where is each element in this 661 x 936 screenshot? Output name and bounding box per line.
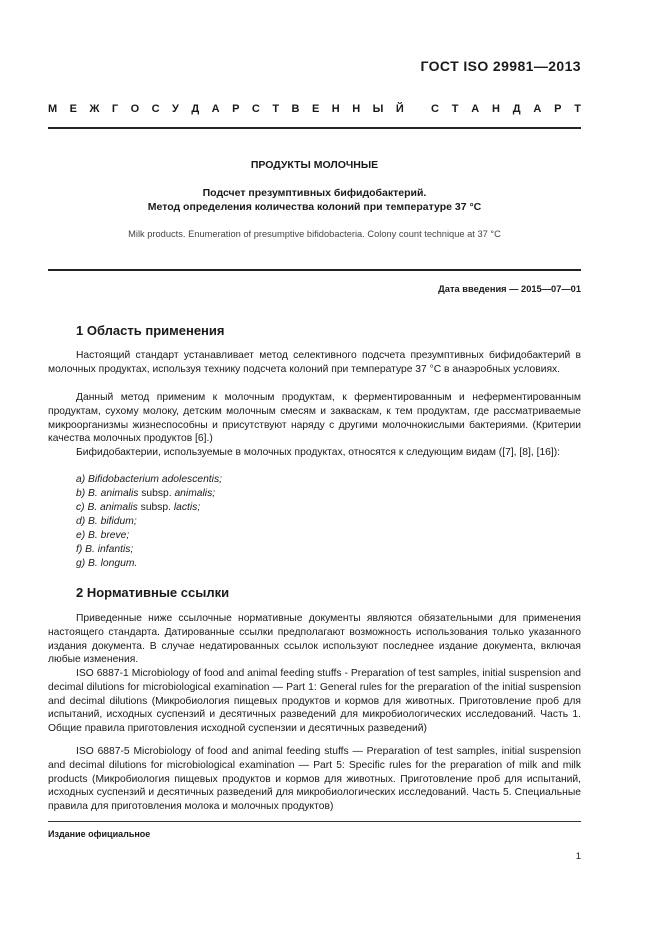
list-item: b) B. animalis subsp. animalis;	[76, 488, 216, 499]
banner-letter: Н	[331, 103, 340, 115]
banner-letter: Г	[111, 103, 119, 115]
banner-letter: А	[211, 103, 220, 115]
section-2-paragraph-3: ISO 6887-5 Microbiology of food and animal feeding stuffs — Preparation of test samples, initial suspension and decimal dilutions for microbiological examination — Part 5: Specific rules for the preparation of milk and milk products (Микробиология пищевых продуктов и кормов для животных. Приготовление проб для испытаний, исходных суспензий и десятичных разведений для микробиологических исследований. Часть 5. Специальные правила для приготовления молока и молочных продуктов)	[48, 746, 581, 813]
header-rule	[48, 127, 581, 129]
list-item: f) B. infantis;	[76, 544, 134, 555]
banner-letter: Н	[491, 103, 500, 115]
banner-letter: А	[471, 103, 480, 115]
banner-letter: Д	[191, 103, 200, 115]
effective-date: Дата введения — 2015—07—01	[438, 284, 581, 294]
list-item: g) B. longum.	[76, 558, 138, 569]
english-title: Milk products. Enumeration of presumptive bifidobacteria. Colony count technique at 37 °C	[128, 229, 501, 239]
banner-letter: С	[251, 103, 260, 115]
banner-letter: Й	[395, 103, 404, 115]
banner-letter: Р	[232, 103, 240, 115]
banner-letter: Т	[272, 103, 280, 115]
banner-letter: Ы	[372, 103, 384, 115]
banner-letter: Д	[512, 103, 521, 115]
banner-letter: С	[431, 103, 439, 115]
banner-letter: С	[151, 103, 160, 115]
title-rule	[48, 269, 581, 271]
list-item: c) B. animalis subsp. lactis;	[76, 502, 201, 513]
document-number: ГОСТ ISO 29981—2013	[420, 58, 581, 74]
banner-word-2	[431, 103, 581, 115]
banner-letter: Т	[451, 103, 459, 115]
banner-letter: У	[172, 103, 179, 115]
document-subtitle-line1: Подсчет презумптивных бифидобактерий.	[202, 187, 427, 199]
banner-letter: Р	[554, 103, 562, 115]
banner-letter: В	[291, 103, 300, 115]
banner-letter: Т	[574, 103, 581, 115]
banner-letter: О	[130, 103, 140, 115]
section-1-paragraph-1: Настоящий стандарт устанавливает метод селективного подсчета презумптивных бифидобактерий в молочных продуктах, используя технику подсчета колоний при температуре 37 °C в анаэробных условиях.	[48, 350, 581, 375]
section-1-paragraph-3: Бифидобактерии, используемые в молочных продуктах, относятся к следующим видам ([7], [8], [16]):	[76, 447, 561, 458]
banner-letter: Е	[69, 103, 77, 115]
list-item: d) B. bifidum;	[76, 516, 137, 527]
banner-letter: Е	[311, 103, 320, 115]
document-subtitle-line2: Метод определения количества колоний при температуре 37 °C	[147, 201, 482, 213]
page-number: 1	[575, 851, 581, 862]
section-2-paragraph-1: Приведенные ниже ссылочные нормативные документы являются обязательными для применения настоящего стандарта. Датированные ссылки предполагают возможность использования только указанного издания документа. В случае недатированных ссылок используют последнее издание документа, включая любые изменения.	[48, 613, 581, 666]
section-1-paragraph-2: Данный метод применим к молочным продуктам, к ферментированным и неферментированным продуктам, сухому молоку, детским молочным смесям и закваскам, к тем продуктам, где рассматриваемые микроорганизмы жизнеспособны и присутствуют наряду с другими молочнокислыми бактериями. (Критерии качества молочных продуктов [6].)	[48, 392, 581, 445]
document-title: ПРОДУКТЫ МОЛОЧНЫЕ	[250, 159, 379, 171]
banner-word-1	[48, 103, 404, 115]
section-2-paragraph-2: ISO 6887-1 Microbiology of food and animal feeding stuffs - Preparation of test samples, initial suspension and decimal dilutions for microbiological examination — Part 1: General rules for the preparation of the initial suspension and decimal dilutions (Микробиология пищевых продуктов и кормов для животных. Приготовление проб для испытаний, исходных суспензий и десятичных разведений для микробиологических исследований. Часть 1. Общие правила приготовления исходной суспензии и десятичных разведений)	[48, 668, 581, 735]
footer-rule	[48, 821, 581, 822]
standard-banner	[48, 103, 581, 115]
banner-letter: Н	[352, 103, 361, 115]
banner-letter: Ж	[89, 103, 100, 115]
banner-letter: М	[48, 103, 58, 115]
list-item: e) B. breve;	[76, 530, 130, 541]
official-edition-note: Издание официальное	[48, 829, 151, 839]
list-item: а) Bifidobacterium adolescentis;	[76, 474, 222, 485]
section-2-heading: 2 Нормативные ссылки	[76, 585, 230, 600]
banner-letter: А	[533, 103, 542, 115]
section-1-heading: 1 Область применения	[76, 323, 225, 338]
